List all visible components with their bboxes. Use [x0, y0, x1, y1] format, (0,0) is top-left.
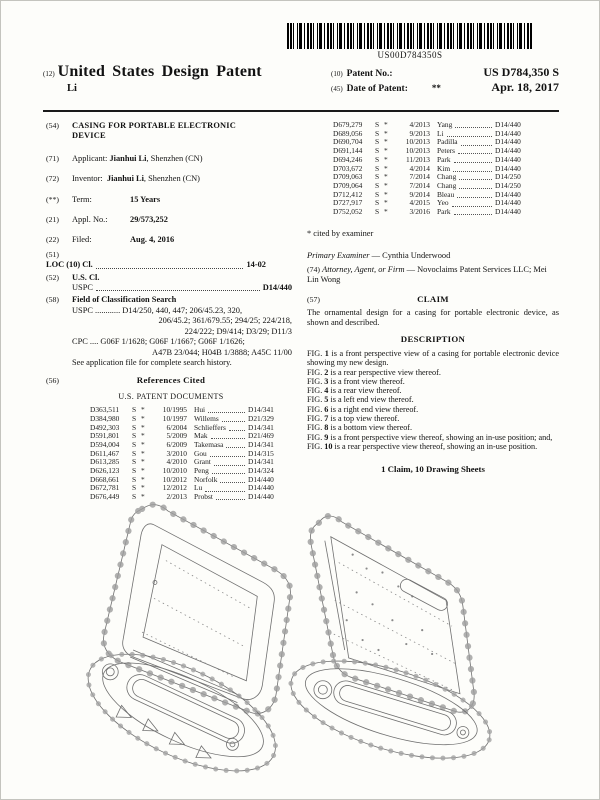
citation-kind: S [375, 146, 380, 156]
citation-star: * [384, 207, 388, 217]
term-value: 15 Years [130, 194, 161, 204]
citation-number: D709,063 [333, 172, 363, 182]
citation-class: D14/440 [495, 207, 521, 217]
figure-description-line [307, 386, 559, 395]
citation-class: D14/250 [495, 180, 521, 190]
citation-kind: S [132, 431, 137, 441]
examiner-attorney-block [307, 251, 559, 285]
figure-description-line [307, 423, 559, 432]
figure-text: is a right end view thereof. [330, 404, 419, 414]
field-code: (74) [307, 264, 320, 274]
citation-kind: S [375, 207, 380, 217]
citation-kind: S [375, 137, 380, 147]
citation-number: D611,467 [90, 448, 120, 458]
filed-label: Filed: [72, 235, 92, 245]
figure-number: 1 [324, 348, 329, 358]
citation-number: D712,412 [333, 189, 363, 199]
citation-star: * [141, 457, 145, 467]
citation-inventor-name: Li [437, 128, 444, 138]
dot-leader [454, 162, 492, 163]
left-column [46, 121, 296, 502]
drawing-sheet [1, 499, 600, 799]
citation-number: D626,123 [90, 466, 120, 476]
patent-header [43, 63, 559, 96]
claims-sheets-footer: 1 Claim, 10 Drawing Sheets [381, 464, 485, 475]
inventor-surname: Li [67, 83, 77, 94]
citation-class: D14/341 [248, 439, 274, 449]
figure-description-line [307, 405, 559, 414]
patent-date-value: Apr. 18, 2017 [491, 80, 559, 94]
citation-inventor-name: Willems [194, 413, 219, 423]
citation-number: D703,672 [333, 163, 363, 173]
figure-description-line [307, 414, 559, 423]
citation-star: * [141, 413, 145, 423]
figure-number: 4 [324, 386, 329, 396]
citation-star: * [384, 120, 388, 129]
citation-date: 10/2012 [162, 474, 187, 484]
patent-date-note: ** [431, 83, 441, 93]
dot-leader [96, 268, 244, 269]
citation-date: 10/1997 [162, 413, 187, 423]
claim-heading [307, 294, 559, 305]
citation-star: * [141, 492, 145, 502]
citation-inventor-name: Chang [437, 180, 457, 190]
field-code: (58) [46, 295, 59, 305]
citation-class: D14/440 [495, 120, 521, 129]
citation-date: 2/2013 [166, 492, 187, 502]
term-field [46, 195, 296, 205]
figure-number: 2 [324, 367, 329, 377]
claim-heading-label: CLAIM [417, 294, 449, 305]
us-class-field [46, 273, 296, 294]
dot-leader [220, 482, 245, 483]
citation-inventor-name: Mak [194, 431, 208, 441]
citation-inventor-name: Yang [437, 120, 453, 129]
field-code: (51) [46, 249, 59, 259]
citation-date: 4/2010 [166, 457, 187, 467]
applicant-location: , Shenzhen (CN) [146, 153, 203, 163]
citation-star: * [384, 172, 388, 182]
document-title: United States Design Patent [57, 63, 262, 80]
claim-text: The ornamental design for a casing for portable electronic device, as shown and described. [307, 307, 559, 328]
field-code: (72) [46, 174, 59, 184]
citation-star: * [141, 483, 145, 493]
figure-text: is a left end view thereof. [330, 395, 414, 405]
citation-date: 10/2013 [405, 146, 430, 156]
figure-label: FIG. [307, 441, 323, 451]
citation-kind: S [132, 448, 137, 458]
figure-number: 10 [324, 441, 333, 451]
citation-star: * [141, 431, 145, 441]
primary-examiner-name: — Cynthia Underwood [371, 251, 451, 261]
figure-number: 7 [324, 414, 329, 424]
citation-kind: S [132, 457, 137, 467]
uspc-search-line: 206/45.2; 361/679.55; 294/25; 224/218, [158, 316, 292, 326]
dot-leader [461, 145, 492, 146]
patent-date-code: (45) [331, 85, 343, 93]
search-history-note: See application file for complete search history. [72, 357, 232, 367]
citation-star: * [384, 137, 388, 147]
figure-text: is a front perspective view thereof, showing an in-use position; and, [330, 432, 553, 442]
citation-class: D14/341 [248, 457, 274, 467]
citation-date: 5/2009 [166, 431, 187, 441]
citation-inventor-name: Hui [194, 405, 206, 415]
figure-text: is a rear perspective view thereof. [330, 367, 441, 377]
citation-row [333, 208, 535, 217]
cpc-search-line: A47B 23/044; H04B 1/3888; A45C 11/00 [152, 347, 292, 357]
field-code: (54) [46, 121, 59, 130]
citation-number: D679,279 [333, 120, 363, 129]
barcode-block [287, 23, 533, 60]
loc-class-field [46, 250, 296, 271]
figure-text: is a rear perspective view thereof, showing an in-use position. [334, 441, 538, 451]
figure-text: is a front view thereof. [330, 376, 405, 386]
citation-number: D492,303 [90, 422, 120, 432]
citation-class: D14/440 [248, 474, 274, 484]
figure-label: FIG. [307, 367, 323, 377]
citation-star: * [384, 198, 388, 208]
figure-front-perspective [71, 505, 292, 795]
attorney-firm-name: — Novoclaims Patent Services LLC; Mei Lin Wong [307, 264, 547, 284]
filed-field [46, 235, 296, 245]
figure-label: FIG. [307, 432, 323, 442]
citation-inventor-name: Yeo [437, 198, 449, 208]
us-patent-documents-heading: U.S. PATENT DOCUMENTS [118, 391, 224, 401]
citation-class: D14/341 [248, 405, 274, 415]
attorney-line [307, 265, 559, 286]
invention-title-field [46, 121, 296, 142]
dot-leader [459, 188, 492, 189]
invention-title: CASING FOR PORTABLE ELECTRONIC DEVICE [72, 121, 236, 141]
cpc-search-line: CPC .... G06F 1/1628; G06F 1/1667; G06F 1/1626; [72, 337, 245, 347]
citation-class: D14/440 [248, 483, 274, 493]
citation-number: D594,004 [90, 439, 120, 449]
citation-number: D694,246 [333, 154, 363, 164]
figure-text: is a top view thereof. [330, 414, 400, 424]
citation-date: 9/2014 [409, 189, 430, 199]
citation-class: D21/329 [248, 413, 274, 423]
citation-inventor-name: Chang [437, 172, 457, 182]
citation-number: D676,449 [90, 492, 120, 502]
citation-inventor-name: Takemasa [194, 439, 224, 449]
citation-kind: S [132, 483, 137, 493]
field-code: (22) [46, 235, 59, 245]
right-column [307, 121, 559, 475]
citation-star: * [384, 146, 388, 156]
primary-examiner-label: Primary Examiner [307, 251, 370, 261]
barcode-number: US00D784350S [377, 50, 443, 60]
figure-description-line [307, 442, 559, 451]
citation-number: D691,144 [333, 146, 363, 156]
patent-drawings-svg [1, 499, 600, 799]
inventor-name: Jianhui Li [106, 174, 144, 184]
dot-leader [229, 430, 245, 431]
citation-date: 11/2013 [406, 154, 430, 164]
citation-kind: S [375, 180, 380, 190]
citation-kind: S [132, 439, 137, 449]
figure-descriptions [307, 349, 559, 451]
citation-date: 4/2013 [409, 120, 430, 129]
citation-date: 6/2004 [166, 422, 187, 432]
citation-date: 10/1995 [162, 405, 187, 415]
dot-leader [457, 197, 492, 198]
figure-label: FIG. [307, 386, 323, 396]
term-label: Term: [72, 194, 92, 204]
field-code: (**) [46, 194, 59, 204]
citation-date: 3/2010 [166, 448, 187, 458]
dot-leader [222, 421, 245, 422]
citation-kind: S [375, 128, 380, 138]
field-of-search [46, 295, 296, 368]
dot-leader [459, 179, 492, 180]
uspc-label: USPC [72, 283, 93, 293]
references-cited-heading [46, 375, 296, 386]
citation-inventor-name: Peters [437, 146, 456, 156]
citation-kind: S [375, 198, 380, 208]
field-code: (57) [307, 295, 320, 305]
citation-inventor-name: Lu [194, 483, 203, 493]
citation-inventor-name: Park [437, 154, 451, 164]
citation-inventor-name: Gou [194, 448, 207, 458]
citation-inventor-name: Probst [194, 492, 213, 502]
citation-date: 9/2013 [409, 128, 430, 138]
citation-inventor-name: Grant [194, 457, 211, 467]
dot-leader [210, 456, 245, 457]
patent-number-label: Patent No.: [346, 69, 393, 79]
dot-leader [455, 127, 492, 128]
citation-number: D709,064 [333, 180, 363, 190]
citation-class: D14/250 [495, 172, 521, 182]
field-code: (21) [46, 215, 59, 225]
citation-number: D613,285 [90, 457, 120, 467]
loc-class-label: LOC (10) Cl. [46, 260, 93, 270]
figure-label: FIG. [307, 376, 323, 386]
citation-kind: S [375, 120, 380, 129]
patent-date-row [331, 81, 559, 96]
citations-table-right [333, 121, 535, 217]
citation-kind: S [132, 413, 137, 423]
citation-number: D752,052 [333, 207, 363, 217]
citation-kind: S [132, 466, 137, 476]
loc-class-value: 14-02 [246, 260, 266, 270]
us-class-label: U.S. Cl. [72, 272, 100, 282]
citation-number: D668,661 [90, 474, 120, 484]
citation-class: D14/315 [248, 448, 274, 458]
citation-kind: S [375, 189, 380, 199]
citation-number: D591,801 [90, 431, 120, 441]
field-code: (71) [46, 153, 59, 163]
citation-date: 10/2013 [405, 137, 430, 147]
citation-inventor-name: Bleau [437, 189, 455, 199]
patent-date-label: Date of Patent: [346, 84, 408, 94]
figure-label: FIG. [307, 414, 323, 424]
field-code: (52) [46, 272, 59, 282]
application-number-field [46, 215, 296, 225]
patent-number-row [331, 66, 559, 81]
applicant-label: Applicant: [72, 153, 108, 163]
citation-star: * [384, 128, 388, 138]
citation-kind: S [375, 154, 380, 164]
figure-label: FIG. [307, 348, 323, 358]
description-heading: DESCRIPTION [400, 333, 466, 344]
citation-kind: S [132, 474, 137, 484]
figure-text: is a bottom view thereof. [330, 423, 413, 433]
figure-number: 9 [324, 432, 329, 442]
citation-class: D14/324 [248, 466, 274, 476]
dot-leader [96, 290, 260, 291]
citation-date: 6/2009 [166, 439, 187, 449]
attorney-label: Attorney, Agent, or Firm [322, 264, 405, 274]
application-number-value: 29/573,252 [130, 215, 168, 225]
figure-description-line [307, 368, 559, 377]
patent-number-code: (10) [331, 70, 343, 78]
dot-leader [452, 206, 492, 207]
citation-inventor-name: Peng [194, 466, 209, 476]
citation-inventor-name: Park [437, 207, 451, 217]
citation-date: 7/2014 [409, 172, 430, 182]
citation-date: 4/2015 [409, 198, 430, 208]
citation-number: D672,781 [90, 483, 120, 493]
barcode [287, 23, 533, 49]
primary-examiner-line [307, 251, 559, 261]
cited-by-examiner-note: * cited by examiner [307, 228, 374, 238]
citation-class: D21/469 [248, 431, 274, 441]
citation-class: D14/440 [495, 198, 521, 208]
figure-description-line [307, 433, 559, 442]
figure-description-line [307, 349, 559, 368]
citation-inventor-name: Padilla [437, 137, 458, 147]
field-of-search-label: Field of Classification Search [72, 295, 177, 305]
figure-description-line [307, 377, 559, 386]
citation-star: * [141, 466, 145, 476]
citation-number: D689,056 [333, 128, 363, 138]
citation-number: D690,704 [333, 137, 363, 147]
inventor-field [46, 174, 296, 184]
citation-class: D14/440 [495, 137, 521, 147]
citation-date: 7/2014 [409, 180, 430, 190]
citation-inventor-name: Kim [437, 163, 451, 173]
citation-date: 10/2010 [162, 466, 187, 476]
patent-number-value: US D784,350 S [483, 65, 559, 79]
citation-star: * [384, 154, 388, 164]
citation-inventor-name: Schlieffers [194, 422, 226, 432]
dot-leader [453, 171, 492, 172]
figure-label: FIG. [307, 423, 323, 433]
citation-number: D384,980 [90, 413, 120, 423]
references-cited-label: References Cited [136, 375, 206, 386]
figure-number: 8 [324, 423, 329, 433]
dot-leader [458, 153, 492, 154]
dot-leader [454, 214, 492, 215]
figure-label: FIG. [307, 395, 323, 405]
inventor-location: , Shenzhen (CN) [143, 174, 200, 184]
figure-rear-perspective [280, 516, 501, 778]
uspc-search-line: 224/222; D9/414; D3/29; D11/3 [184, 326, 292, 336]
header-number-block [331, 63, 559, 96]
figure-number: 6 [324, 404, 329, 414]
applicant-field [46, 154, 296, 164]
inventor-label: Inventor: [72, 174, 103, 184]
figure-number: 3 [324, 376, 329, 386]
uspc-value: D14/440 [262, 283, 292, 293]
citation-kind: S [375, 172, 380, 182]
citations-table-left [90, 406, 288, 502]
figure-description-line [307, 395, 559, 404]
citation-star: * [141, 422, 145, 432]
applicant-name: Jianhui Li [109, 153, 147, 163]
figure-label: FIG. [307, 404, 323, 414]
dot-leader [226, 447, 245, 448]
citation-star: * [384, 180, 388, 190]
citation-number: D727,917 [333, 198, 363, 208]
citation-date: 3/2016 [409, 207, 430, 217]
filed-value: Aug. 4, 2016 [130, 235, 175, 245]
citation-star: * [141, 439, 145, 449]
citation-star: * [384, 189, 388, 199]
citation-class: D14/440 [495, 146, 521, 156]
citation-class: D14/440 [248, 492, 274, 502]
citation-star: * [141, 474, 145, 484]
citation-class: D14/440 [495, 128, 521, 138]
citation-class: D14/440 [495, 154, 521, 164]
uspc-search-line: USPC ............ D14/250, 440, 447; 206/45.23, 320, [72, 305, 243, 315]
citation-kind: S [132, 492, 137, 502]
field-code: (56) [46, 376, 59, 386]
citation-class: D14/440 [495, 163, 521, 173]
citation-star: * [141, 405, 145, 415]
citation-class: D14/440 [495, 189, 521, 199]
citation-star: * [384, 163, 388, 173]
figure-text: is a front perspective view of a casing for portable electronic device showing my new design. [307, 348, 559, 368]
header-rule [43, 110, 559, 112]
application-number-label: Appl. No.: [72, 215, 108, 225]
header-title-block [43, 63, 262, 96]
citation-kind: S [132, 405, 137, 415]
citation-class: D14/341 [248, 422, 274, 432]
dot-leader [214, 465, 245, 466]
citation-date: 4/2014 [409, 163, 430, 173]
citation-number: D363,511 [90, 405, 120, 415]
figure-number: 5 [324, 395, 329, 405]
citation-kind: S [132, 422, 137, 432]
citation-date: 12/2012 [162, 483, 187, 493]
citation-star: * [141, 448, 145, 458]
figure-text: is a rear view thereof. [330, 386, 402, 396]
kind-code: (12) [43, 70, 55, 78]
citation-kind: S [375, 163, 380, 173]
citation-inventor-name: Norfolk [194, 474, 218, 484]
